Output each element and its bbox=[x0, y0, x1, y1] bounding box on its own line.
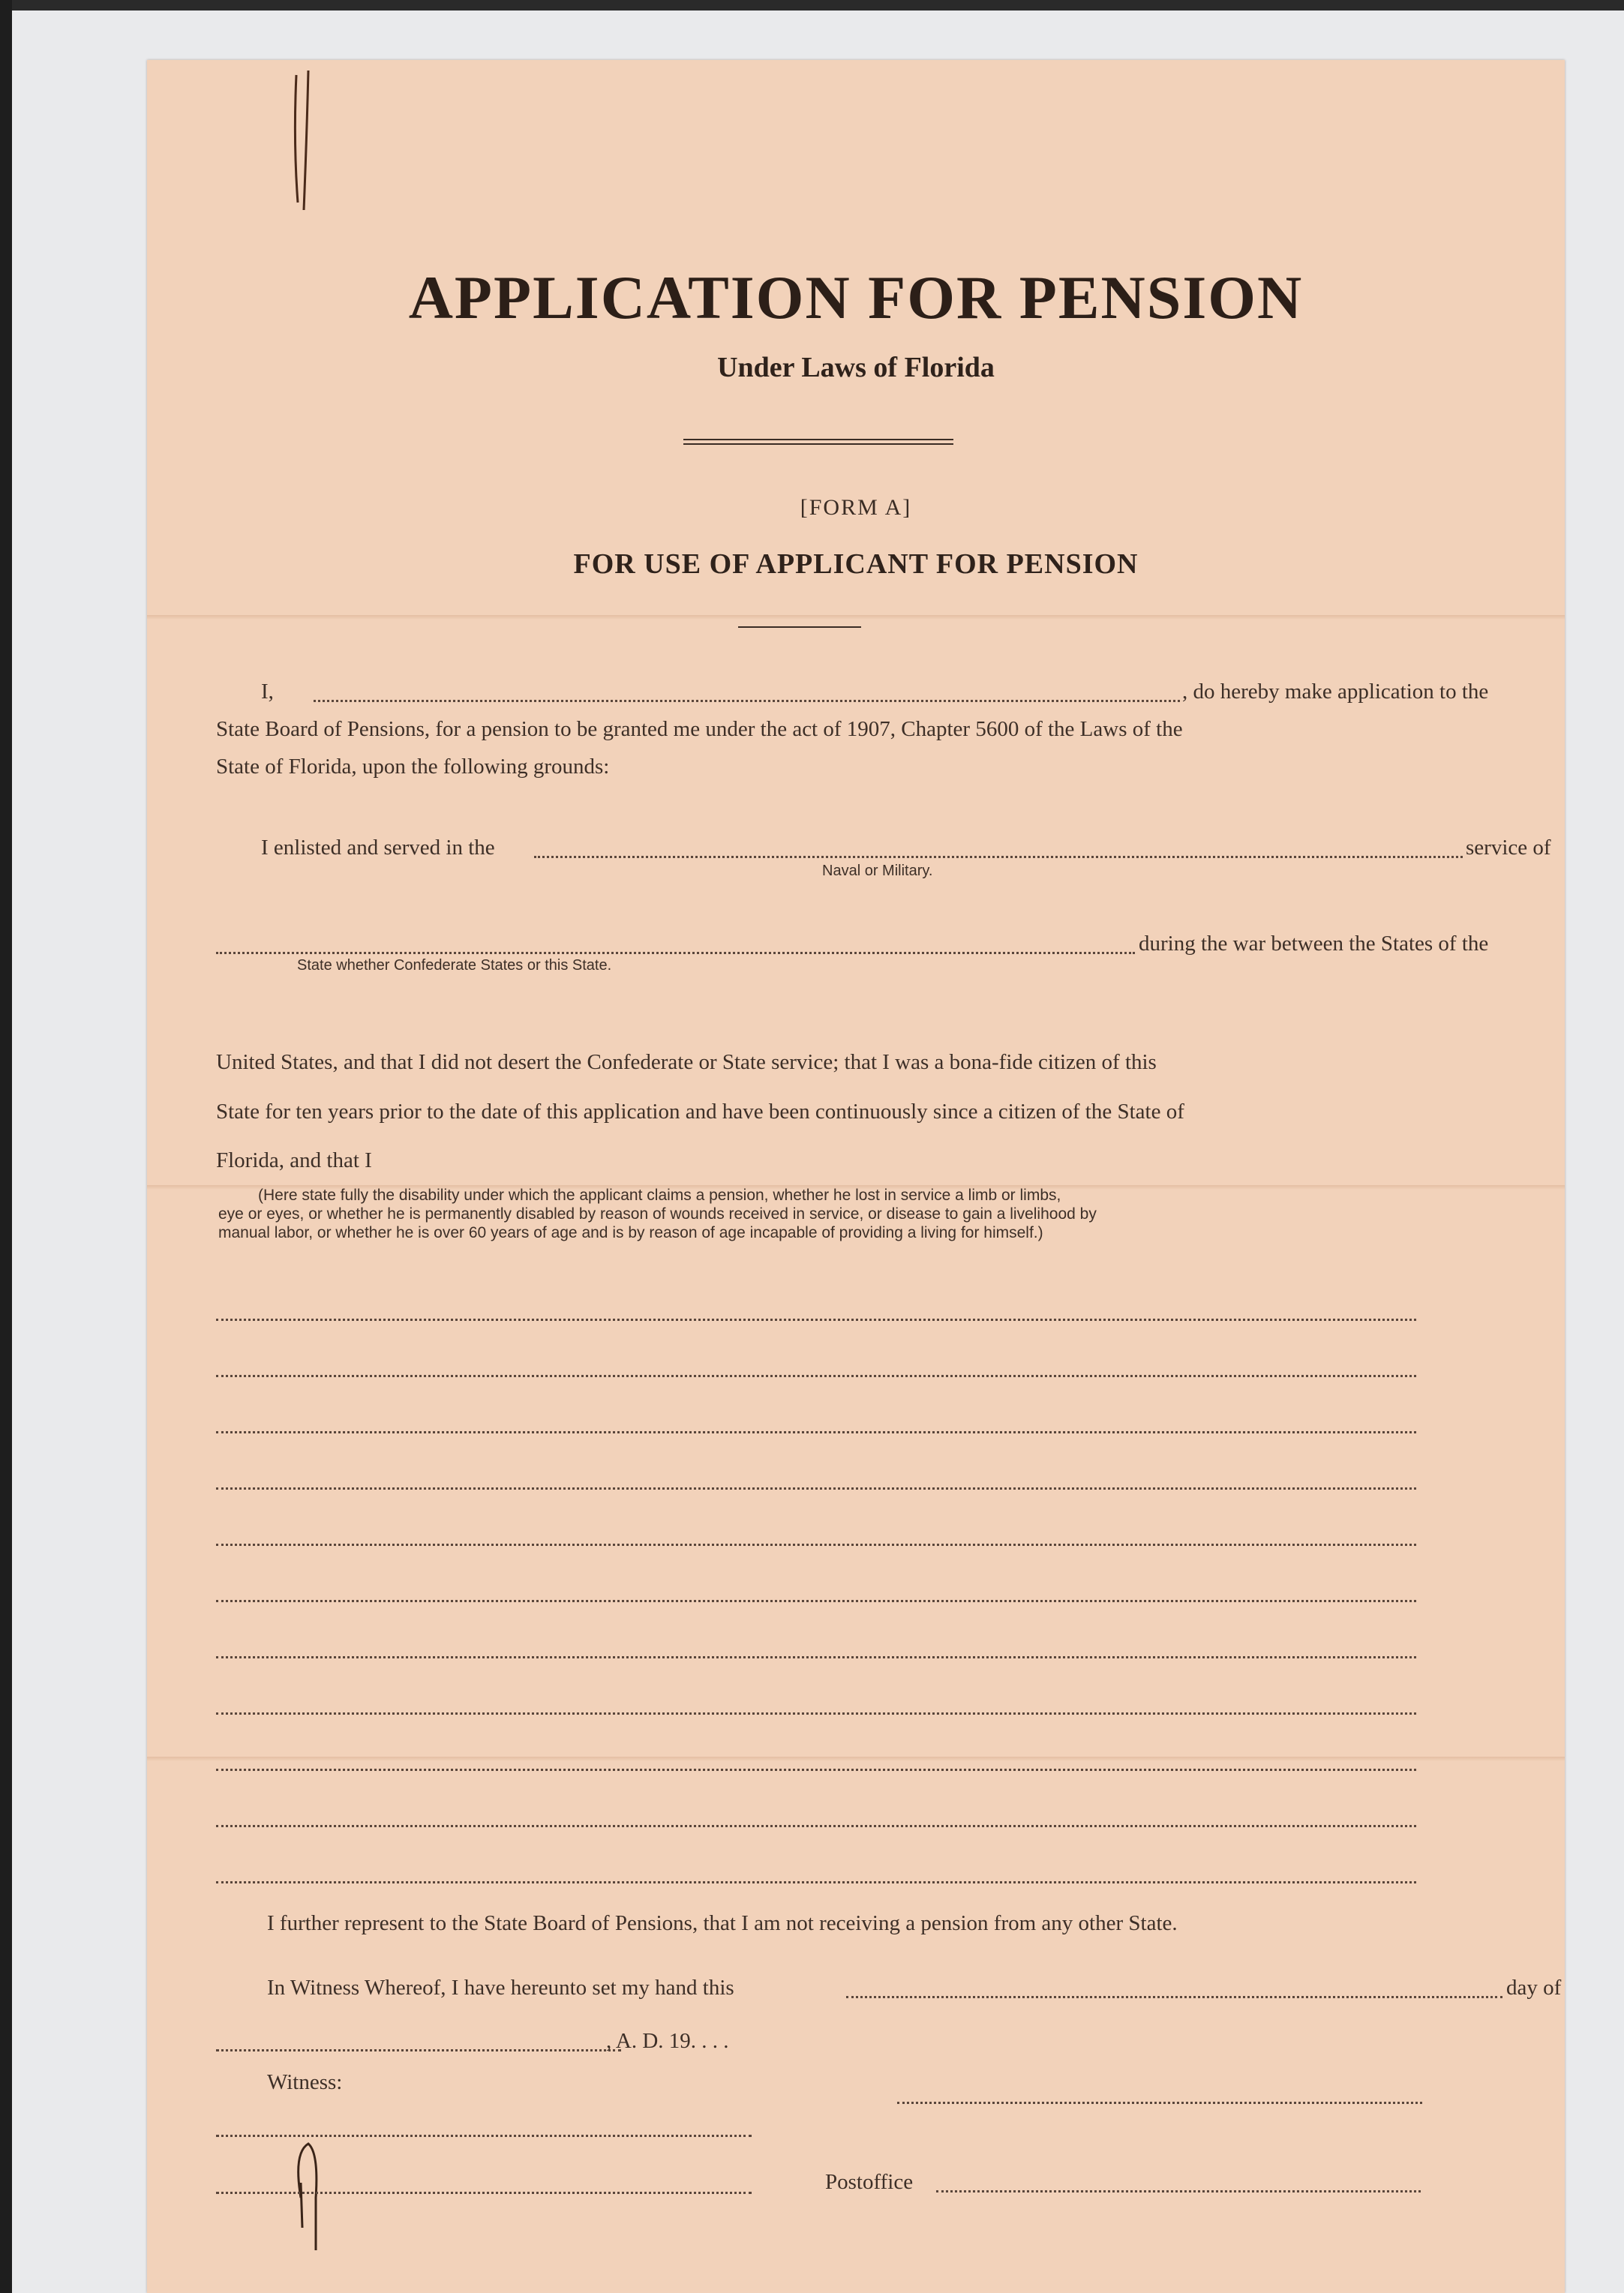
witness-label: Witness: bbox=[267, 2070, 343, 2094]
application-text: State of Florida, upon the following grounds: bbox=[216, 755, 610, 779]
form-label: [FORM A] bbox=[800, 495, 912, 520]
disability-line[interactable] bbox=[216, 1600, 1416, 1602]
scanner-edge-top bbox=[0, 0, 1624, 11]
disability-line[interactable] bbox=[216, 1544, 1416, 1546]
disability-line[interactable] bbox=[216, 1881, 1416, 1883]
anno-domini-text: , A. D. 19. . . . bbox=[606, 2029, 729, 2053]
disability-line[interactable] bbox=[216, 1656, 1416, 1658]
pencil-mark bbox=[286, 60, 331, 210]
disability-line[interactable] bbox=[216, 1825, 1416, 1827]
scanner-edge-left bbox=[0, 0, 12, 2293]
divider bbox=[738, 626, 861, 628]
day-field[interactable] bbox=[846, 1996, 1502, 1998]
witness-whereof-text: day of bbox=[1506, 1976, 1562, 2000]
disability-instructions: (Here state fully the disability under which the applicant claims a pension, whether he lost in service a limb or limbs, bbox=[258, 1187, 1061, 1204]
naval-military-label: Naval or Military. bbox=[822, 863, 933, 879]
service-branch-field[interactable] bbox=[534, 856, 1463, 858]
disability-instructions: eye or eyes, or whether he is permanently disabled by reason of wounds received in service, or disease to gain a livelihood by bbox=[218, 1205, 1097, 1223]
disability-line[interactable] bbox=[216, 1712, 1416, 1715]
disability-line[interactable] bbox=[216, 1487, 1416, 1490]
pencil-mark bbox=[286, 2138, 331, 2273]
enlisted-text: I enlisted and served in the bbox=[261, 836, 495, 860]
during-war-text: during the war between the States of the bbox=[1139, 932, 1489, 956]
month-field[interactable] bbox=[216, 2049, 621, 2051]
disability-instructions: manual labor, or whether he is over 60 years of age and is by reason of age incapable of providing a living for himself.) bbox=[218, 1224, 1043, 1241]
further-statement: I further represent to the State Board of Pensions, that I am not receiving a pension from any other State. bbox=[267, 1911, 1178, 1935]
declaration-text: Florida, and that I bbox=[216, 1148, 372, 1172]
enlisted-text: service of bbox=[1466, 836, 1551, 860]
witness-signature-field[interactable] bbox=[216, 2192, 752, 2194]
applicant-signature-field[interactable] bbox=[897, 2102, 1422, 2104]
use-title: FOR USE OF APPLICANT FOR PENSION bbox=[573, 548, 1139, 580]
paper-fold bbox=[147, 615, 1565, 620]
witness-signature-field[interactable] bbox=[216, 2135, 752, 2137]
witness-whereof-text: In Witness Whereof, I have hereunto set my hand this bbox=[267, 1976, 734, 2000]
application-text: State Board of Pensions, for a pension to be granted me under the act of 1907, Chapter 5600 of the Laws of the bbox=[216, 717, 1183, 741]
form-title: APPLICATION FOR PENSION bbox=[408, 263, 1304, 332]
service-state-field[interactable] bbox=[216, 952, 1135, 954]
postoffice-field[interactable] bbox=[936, 2190, 1421, 2192]
form-subtitle: Under Laws of Florida bbox=[717, 352, 995, 383]
paper-fold bbox=[147, 1757, 1565, 1761]
disability-line[interactable] bbox=[216, 1769, 1416, 1771]
applicant-intro: I, bbox=[261, 680, 274, 704]
applicant-name-field[interactable] bbox=[314, 700, 1180, 702]
pension-form-paper bbox=[147, 60, 1565, 2293]
disability-line[interactable] bbox=[216, 1375, 1416, 1377]
postoffice-label: Postoffice bbox=[825, 2170, 914, 2194]
declaration-text: State for ten years prior to the date of this application and have been continuously since a citizen of the State of bbox=[216, 1100, 1184, 1124]
disability-line[interactable] bbox=[216, 1319, 1416, 1321]
disability-line[interactable] bbox=[216, 1431, 1416, 1433]
declaration-text: United States, and that I did not desert the Confederate or State service; that I was a bona-fide citizen of this bbox=[216, 1050, 1157, 1074]
double-divider bbox=[683, 439, 953, 445]
state-whether-label: State whether Confederate States or this State. bbox=[297, 957, 612, 974]
application-text: , do hereby make application to the bbox=[1182, 680, 1489, 704]
